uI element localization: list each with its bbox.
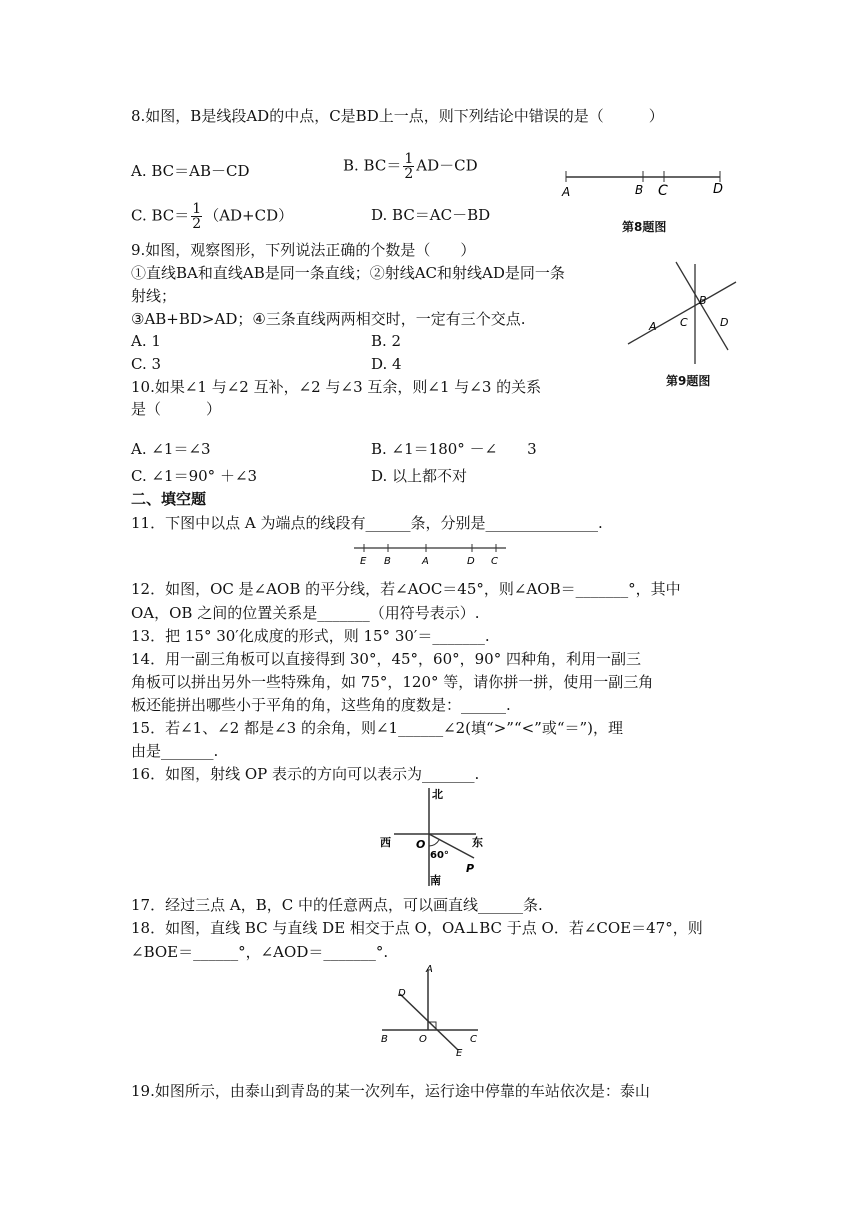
q9-statement-line-1: ①直线BA和直线AB是同一条直线；②射线AC和射线AD是同一条 bbox=[131, 264, 565, 282]
q10-option-b: B. ∠1＝180° －∠ 3 bbox=[371, 440, 537, 458]
label-c: C bbox=[658, 183, 668, 199]
west-label: 西 bbox=[380, 836, 391, 849]
q12-line-2: OA，OB 之间的位置关系是_______（用符号表示）. bbox=[131, 604, 480, 622]
q8-option-d: D. BC＝AC－BD bbox=[371, 206, 491, 224]
q18-figure bbox=[376, 962, 486, 1062]
label-b: B bbox=[635, 183, 644, 197]
label-d: D bbox=[467, 556, 475, 567]
q9-option-b: B. 2 bbox=[371, 332, 402, 350]
label-b: B bbox=[381, 1034, 388, 1045]
origin-label: O bbox=[416, 838, 426, 851]
label-a: A bbox=[422, 556, 429, 567]
q9-figure bbox=[622, 260, 742, 368]
label-e: E bbox=[360, 556, 367, 567]
label-d: D bbox=[713, 182, 724, 197]
label-b: B bbox=[384, 556, 391, 567]
q8-figure-caption: 第8题图 bbox=[622, 220, 667, 234]
label-d: D bbox=[398, 988, 406, 999]
q9-option-d: D. 4 bbox=[371, 355, 402, 373]
fraction bbox=[403, 152, 414, 181]
fraction bbox=[191, 202, 202, 231]
label-a: A bbox=[649, 320, 657, 333]
angle-arc bbox=[429, 840, 439, 846]
south-label: 南 bbox=[430, 874, 441, 887]
fraction-denominator: 2 bbox=[404, 166, 414, 182]
fraction-numerator: 1 bbox=[192, 201, 202, 217]
q10-option-c: C. ∠1＝90° ＋∠3 bbox=[131, 467, 258, 485]
q8-option-c-suffix: （AD+CD） bbox=[204, 206, 294, 225]
angle-label: 60° bbox=[430, 850, 449, 861]
q15-line-1: 15．若∠1、∠2 都是∠3 的余角，则∠1______∠2(填“>”“<”或“＝”)，理 bbox=[131, 719, 624, 737]
fraction-denominator: 2 bbox=[192, 216, 202, 232]
label-b: B bbox=[699, 294, 707, 307]
q13-text: 13．把 15° 30′化成度的形式，则 15° 30′＝_______. bbox=[131, 627, 490, 645]
q14-line-2: 角板可以拼出另外一些特殊角，如 75°，120° 等，请你拼一拼，使用一副三角 bbox=[131, 673, 654, 691]
q11-text: 11．下图中以点 A 为端点的线段有______条，分别是_______________. bbox=[131, 514, 603, 532]
q9-option-c: C. 3 bbox=[131, 355, 162, 373]
q8-option-b bbox=[343, 152, 478, 181]
p-label: P bbox=[466, 862, 475, 875]
q9-option-a: A. 1 bbox=[131, 332, 161, 350]
q15-line-2: 由是_______. bbox=[131, 742, 219, 760]
q17-text: 17．经过三点 A，B，C 中的任意两点，可以画直线______条. bbox=[131, 896, 543, 914]
q12-line-1: 12．如图，OC 是∠AOB 的平分线，若∠AOC＝45°，则∠AOB＝_______°，其中 bbox=[131, 580, 681, 598]
q11-figure bbox=[348, 540, 512, 570]
label-d: D bbox=[720, 316, 729, 329]
q16-compass-figure bbox=[374, 786, 492, 890]
q9-stem: 9.如图，观察图形，下列说法正确的个数是（ ） bbox=[131, 241, 476, 259]
q10-stem-line-1: 10.如果∠1 与∠2 互补，∠2 与∠3 互余，则∠1 与∠3 的关系 bbox=[131, 378, 542, 396]
fraction-numerator: 1 bbox=[404, 151, 414, 167]
q8-option-b-prefix: B. BC＝ bbox=[343, 156, 402, 175]
east-label: 东 bbox=[472, 836, 483, 849]
q9-statement-line-3: ③AB+BD>AD；④三条直线两两相交时，一定有三个交点. bbox=[131, 310, 526, 328]
q8-option-c-prefix: C. BC＝ bbox=[131, 206, 190, 225]
q18-line-2: ∠BOE＝______°，∠AOD＝_______°. bbox=[131, 943, 389, 961]
q14-line-3: 板还能拼出哪些小于平角的角，这些角的度数是：______. bbox=[131, 696, 511, 714]
q8-option-a: A. BC＝AB－CD bbox=[131, 162, 250, 180]
label-a: A bbox=[562, 185, 571, 199]
label-o: O bbox=[419, 1034, 427, 1045]
label-c: C bbox=[470, 1034, 477, 1045]
section-heading: 二、填空题 bbox=[131, 490, 207, 508]
label-a: A bbox=[426, 964, 433, 975]
q10-option-a: A. ∠1＝∠3 bbox=[131, 440, 211, 458]
north-label: 北 bbox=[432, 788, 443, 801]
q8-option-b-suffix: AD－CD bbox=[416, 156, 478, 175]
q10-stem-line-2: 是（ ） bbox=[131, 400, 222, 418]
q18-line-1: 18．如图，直线 BC 与直线 DE 相交于点 O，OA⊥BC 于点 O．若∠COE＝47°，则 bbox=[131, 919, 703, 937]
q10-option-d: D. 以上都不对 bbox=[371, 467, 468, 485]
q16-text: 16．如图，射线 OP 表示的方向可以表示为_______. bbox=[131, 765, 480, 783]
q8-option-c bbox=[131, 202, 293, 231]
q14-line-1: 14．用一副三角板可以直接得到 30°，45°，60°，90° 四种角，利用一副三 bbox=[131, 650, 641, 668]
q9-statement-line-2: 射线； bbox=[131, 287, 177, 305]
q8-figure bbox=[558, 162, 738, 204]
q8-stem: 8.如图，B是线段AD的中点，C是BD上一点，则下列结论中错误的是（ ） bbox=[131, 107, 664, 125]
line-ab bbox=[628, 282, 736, 344]
q19-text: 19.如图所示，由泰山到青岛的某一次列车，运行途中停靠的车站依次是：泰山 bbox=[131, 1082, 650, 1100]
q9-figure-caption: 第9题图 bbox=[666, 374, 711, 388]
label-c: C bbox=[680, 316, 688, 329]
label-e: E bbox=[456, 1048, 463, 1059]
label-c: C bbox=[491, 556, 498, 567]
